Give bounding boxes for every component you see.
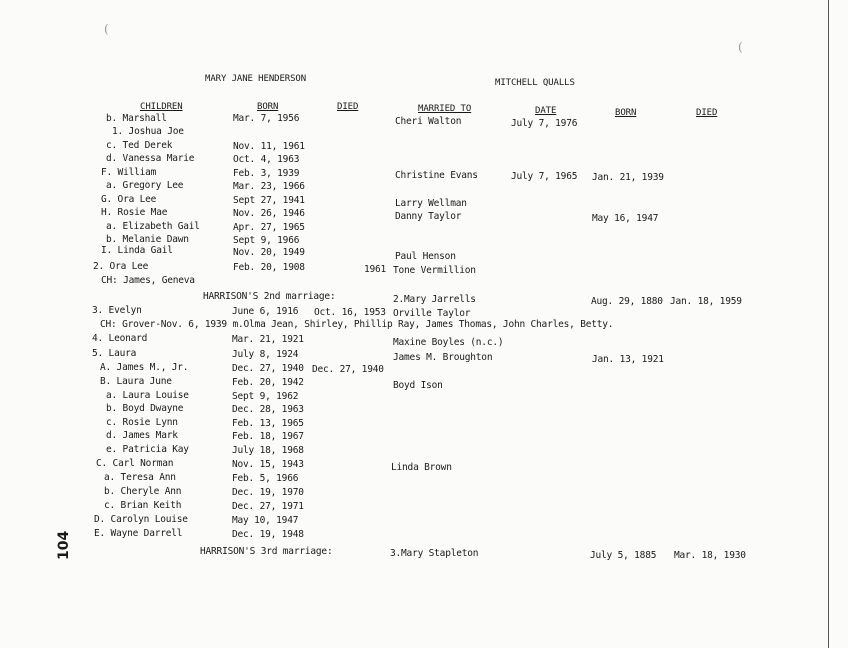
child-born: Mar. 21, 1921 bbox=[232, 334, 304, 345]
spouse-name: Linda Brown bbox=[391, 462, 452, 473]
spouse-name: Christine Evans bbox=[395, 170, 478, 181]
child-born: Feb. 3, 1939 bbox=[233, 168, 300, 179]
child-name: a. Elizabeth Gail bbox=[106, 221, 200, 232]
spouse-name: Orville Taylor bbox=[393, 308, 471, 319]
spouse-name: Paul Henson bbox=[395, 251, 456, 262]
spouse-died-header: DIED bbox=[696, 108, 718, 118]
child-name: a. Teresa Ann bbox=[104, 472, 176, 483]
died-header: DIED bbox=[337, 102, 359, 112]
spouse-name: Larry Wellman bbox=[395, 198, 467, 209]
child-name: b. Boyd Dwayne bbox=[106, 403, 184, 414]
spouse-name: Danny Taylor bbox=[395, 211, 462, 222]
spouse-name: 3.Mary Stapleton bbox=[390, 548, 479, 559]
scan-mark: ( bbox=[738, 40, 743, 54]
child-name: d. James Mark bbox=[106, 430, 178, 441]
child-name: 3. Evelyn bbox=[92, 305, 142, 316]
marriage-date: July 7, 1976 bbox=[511, 118, 578, 129]
married-to-header: MARRIED TO bbox=[418, 104, 472, 114]
child-name: 4. Leonard bbox=[92, 333, 148, 344]
spouse-born: May 16, 1947 bbox=[592, 213, 659, 224]
spouse-born-header: BORN bbox=[615, 108, 637, 118]
spouse-died: Mar. 18, 1930 bbox=[674, 550, 746, 561]
child-died: Oct. 16, 1953 bbox=[314, 307, 386, 318]
spouse-name: Cheri Walton bbox=[395, 116, 462, 127]
marriage-note: HARRISON'S 3rd marriage: bbox=[200, 546, 333, 557]
child-born: Dec. 19, 1970 bbox=[232, 487, 304, 498]
child-name: a. Gregory Lee bbox=[106, 180, 184, 191]
child-name: b. Marshall bbox=[106, 113, 167, 124]
child-born: Oct. 4, 1963 bbox=[233, 154, 300, 165]
spouse-name: Maxine Boyles (n.c.) bbox=[393, 337, 504, 348]
child-born: Nov. 15, 1943 bbox=[232, 459, 304, 470]
child-name: d. Vanessa Marie bbox=[106, 153, 195, 164]
child-born: Sept 27, 1941 bbox=[233, 195, 305, 206]
child-name: b. Melanie Dawn bbox=[106, 234, 189, 245]
spouse-name: Tone Vermillion bbox=[393, 265, 476, 276]
child-name: c. Brian Keith bbox=[104, 500, 182, 511]
child-name: c. Rosie Lynn bbox=[106, 417, 178, 428]
spouse-name: 2.Mary Jarrells bbox=[393, 294, 476, 305]
child-name: A. James M., Jr. bbox=[100, 362, 189, 373]
child-name: F. William bbox=[101, 167, 157, 178]
children-note: CH: Grover-Nov. 6, 1939 m.Olma Jean, Shirley, Phillip Ray, James Thomas, John Charles, Betty. bbox=[100, 319, 614, 330]
marriage-date: July 7, 1965 bbox=[511, 171, 578, 182]
marriage-note: HARRISON'S 2nd marriage: bbox=[203, 291, 336, 302]
spouse-born: Jan. 21, 1939 bbox=[592, 172, 664, 183]
child-name: b. Cheryle Ann bbox=[104, 486, 182, 497]
left-family-name: MARY JANE HENDERSON bbox=[205, 74, 307, 84]
child-born: Nov. 26, 1946 bbox=[233, 208, 305, 219]
child-born: Mar. 23, 1966 bbox=[233, 181, 305, 192]
spouse-died: Jan. 18, 1959 bbox=[670, 296, 742, 307]
child-name: 2. Ora Lee bbox=[93, 261, 149, 272]
spouse-born: July 5, 1885 bbox=[590, 550, 657, 561]
child-born: Nov. 20, 1949 bbox=[233, 247, 305, 258]
child-name: B. Laura June bbox=[100, 376, 172, 387]
child-born: Dec. 28, 1963 bbox=[232, 404, 304, 415]
child-born: Feb. 5, 1966 bbox=[232, 473, 299, 484]
child-name: c. Ted Derek bbox=[106, 140, 173, 151]
child-born: Feb. 20, 1908 bbox=[233, 262, 305, 273]
child-name: E. Wayne Darrell bbox=[94, 528, 183, 539]
child-born: Sept 9, 1966 bbox=[233, 235, 300, 246]
child-born: Feb. 18, 1967 bbox=[232, 431, 304, 442]
child-born: Nov. 11, 1961 bbox=[233, 141, 305, 152]
child-born: July 8, 1924 bbox=[232, 349, 299, 360]
child-name: G. Ora Lee bbox=[101, 194, 157, 205]
child-born: Mar. 7, 1956 bbox=[233, 113, 300, 124]
child-name: a. Laura Louise bbox=[106, 390, 189, 401]
child-born: Feb. 20, 1942 bbox=[232, 377, 304, 388]
child-name: 5. Laura bbox=[92, 348, 137, 359]
child-name: e. Patricia Kay bbox=[106, 444, 189, 455]
date-header: DATE bbox=[535, 106, 557, 116]
spouse-name: James M. Broughton bbox=[393, 352, 493, 363]
right-family-name: MITCHELL QUALLS bbox=[495, 78, 575, 88]
child-name: 1. Joshua Joe bbox=[112, 126, 184, 137]
children-note: CH: James, Geneva bbox=[101, 275, 195, 286]
scan-mark: ( bbox=[104, 22, 109, 36]
spouse-born: Aug. 29, 1880 bbox=[591, 296, 663, 307]
child-born: May 10, 1947 bbox=[232, 515, 299, 526]
child-born: Feb. 13, 1965 bbox=[232, 418, 304, 429]
scan-edge-line bbox=[828, 0, 829, 648]
child-born: Apr. 27, 1965 bbox=[233, 222, 305, 233]
child-name: I. Linda Gail bbox=[101, 245, 173, 256]
child-born: July 18, 1968 bbox=[232, 445, 304, 456]
page-number: 104 bbox=[56, 530, 72, 560]
child-died: Dec. 27, 1940 bbox=[312, 364, 384, 375]
born-header: BORN bbox=[257, 102, 279, 112]
child-born: Dec. 27, 1971 bbox=[232, 501, 304, 512]
child-born: June 6, 1916 bbox=[232, 306, 299, 317]
child-born: Dec. 27, 1940 bbox=[232, 363, 304, 374]
spouse-born: Jan. 13, 1921 bbox=[592, 354, 664, 365]
child-born: Dec. 19, 1948 bbox=[232, 529, 304, 540]
children-header: CHILDREN bbox=[140, 102, 183, 112]
child-name: H. Rosie Mae bbox=[101, 207, 168, 218]
spouse-name: Boyd Ison bbox=[393, 380, 443, 391]
child-name: D. Carolyn Louise bbox=[94, 514, 188, 525]
child-born: Sept 9, 1962 bbox=[232, 391, 299, 402]
child-died: 1961 bbox=[364, 264, 387, 275]
child-name: C. Carl Norman bbox=[96, 458, 174, 469]
